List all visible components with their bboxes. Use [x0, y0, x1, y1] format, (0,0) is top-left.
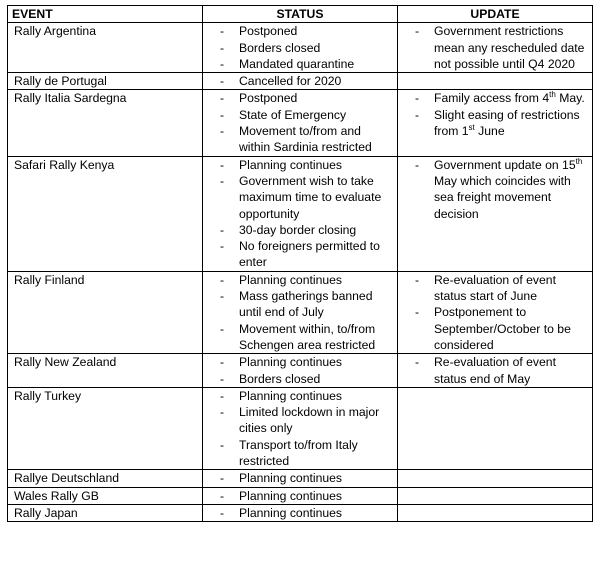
status-item: - State of Emergency [207, 107, 393, 123]
status-item: - Mandated quarantine [207, 56, 393, 72]
table-row [8, 90, 593, 156]
update-list [402, 354, 588, 387]
header-status: STATUS [203, 6, 398, 23]
status-list [207, 73, 393, 89]
update-item-text: May which coincides with sea freight movement decision [434, 173, 571, 221]
status-list [207, 388, 393, 469]
update-item [402, 157, 588, 222]
status-cell [203, 156, 398, 271]
status-item: - Planning continues [207, 272, 393, 288]
update-list [402, 157, 588, 222]
status-item: - Planning continues [207, 388, 393, 404]
status-item: - Planning continues [207, 488, 393, 504]
event-cell [8, 487, 203, 504]
status-cell [203, 470, 398, 487]
status-item: - Cancelled for 2020 [207, 73, 393, 89]
status-list [207, 23, 393, 72]
status-item: - Planning continues [207, 470, 393, 486]
status-list [207, 157, 393, 271]
status-item: - Postponed [207, 23, 393, 39]
table-row [8, 487, 593, 504]
update-cell [398, 156, 593, 271]
event-name: Rally Japan [14, 505, 78, 520]
update-item: - Government restrictions mean any rescheduled date not possible until Q4 2020 [402, 23, 588, 72]
header-row [8, 6, 593, 23]
status-cell [203, 487, 398, 504]
update-item: - Re-evaluation of event status end of May [402, 354, 588, 387]
event-cell [8, 387, 203, 469]
update-list [402, 272, 588, 353]
status-item: - No foreigners permitted to enter [207, 238, 393, 271]
status-cell [203, 504, 398, 521]
event-cell [8, 354, 203, 388]
status-item: - Limited lockdown in major cities only [207, 404, 393, 437]
update-cell [398, 271, 593, 353]
table-row [8, 73, 593, 90]
status-list [207, 272, 393, 353]
update-cell [398, 23, 593, 73]
update-item-text: May. [555, 91, 585, 106]
status-item: - Postponed [207, 90, 393, 106]
update-item-superscript: st [468, 123, 475, 133]
table-row [8, 470, 593, 487]
event-name: Rally Turkey [14, 388, 82, 403]
update-item-superscript: th [575, 156, 583, 166]
update-item-superscript: th [549, 90, 556, 100]
update-list [402, 90, 588, 139]
table-row [8, 354, 593, 388]
event-name: Rally Italia Sardegna [14, 91, 127, 106]
event-name: Rally New Zealand [14, 355, 117, 370]
update-list [402, 23, 588, 72]
status-item: - Movement within, to/from Schengen area restricted [207, 321, 393, 354]
event-name: Rally Finland [14, 272, 85, 287]
event-name: Rallye Deutschland [14, 471, 120, 486]
update-cell [398, 487, 593, 504]
status-list [207, 470, 393, 486]
update-cell [398, 73, 593, 90]
status-cell [203, 73, 398, 90]
status-item: - Planning continues [207, 157, 393, 173]
event-cell [8, 73, 203, 90]
update-cell [398, 387, 593, 469]
update-item: - Postponement to September/October to be considered [402, 304, 588, 353]
status-item: - Borders closed [207, 371, 393, 387]
update-item [402, 90, 588, 106]
event-name: Rally Argentina [14, 24, 96, 39]
table-row [8, 23, 593, 73]
event-cell [8, 470, 203, 487]
table-row [8, 271, 593, 353]
header-update: UPDATE [398, 6, 593, 23]
status-list [207, 505, 393, 521]
event-cell [8, 23, 203, 73]
update-cell [398, 504, 593, 521]
status-cell [203, 387, 398, 469]
event-name: Safari Rally Kenya [14, 157, 115, 172]
event-cell [8, 271, 203, 353]
status-item: - Borders closed [207, 40, 393, 56]
update-item-text: Family access from 4 [434, 91, 550, 106]
event-name: Rally de Portugal [14, 74, 107, 89]
status-cell [203, 271, 398, 353]
status-item: - Transport to/from Italy restricted [207, 437, 393, 470]
update-item: - Re-evaluation of event status start of June [402, 272, 588, 305]
update-item-text: Slight easing of restrictions from 1 [434, 107, 580, 139]
update-item [402, 107, 588, 140]
update-cell [398, 90, 593, 156]
status-item: - Planning continues [207, 505, 393, 521]
table-row [8, 504, 593, 521]
status-list [207, 354, 393, 387]
status-item: - Movement to/from and within Sardinia restricted [207, 123, 393, 156]
status-item: - 30-day border closing [207, 222, 393, 238]
update-cell [398, 354, 593, 388]
status-cell [203, 23, 398, 73]
rally-status-table [7, 5, 593, 522]
status-list [207, 488, 393, 504]
event-cell [8, 504, 203, 521]
event-name: Wales Rally GB [14, 488, 99, 503]
update-cell [398, 470, 593, 487]
header-event: EVENT [8, 6, 203, 23]
status-list [207, 90, 393, 155]
status-cell [203, 90, 398, 156]
status-cell [203, 354, 398, 388]
event-cell [8, 90, 203, 156]
table-body [8, 23, 593, 522]
event-cell [8, 156, 203, 271]
status-item: - Government wish to take maximum time to evaluate opportunity [207, 173, 393, 222]
update-item-text: Government update on 15 [434, 157, 576, 172]
table-row [8, 156, 593, 271]
status-item: - Mass gatherings banned until end of July [207, 288, 393, 321]
update-item-text: June [474, 124, 505, 139]
status-item: - Planning continues [207, 354, 393, 370]
table-row [8, 387, 593, 469]
